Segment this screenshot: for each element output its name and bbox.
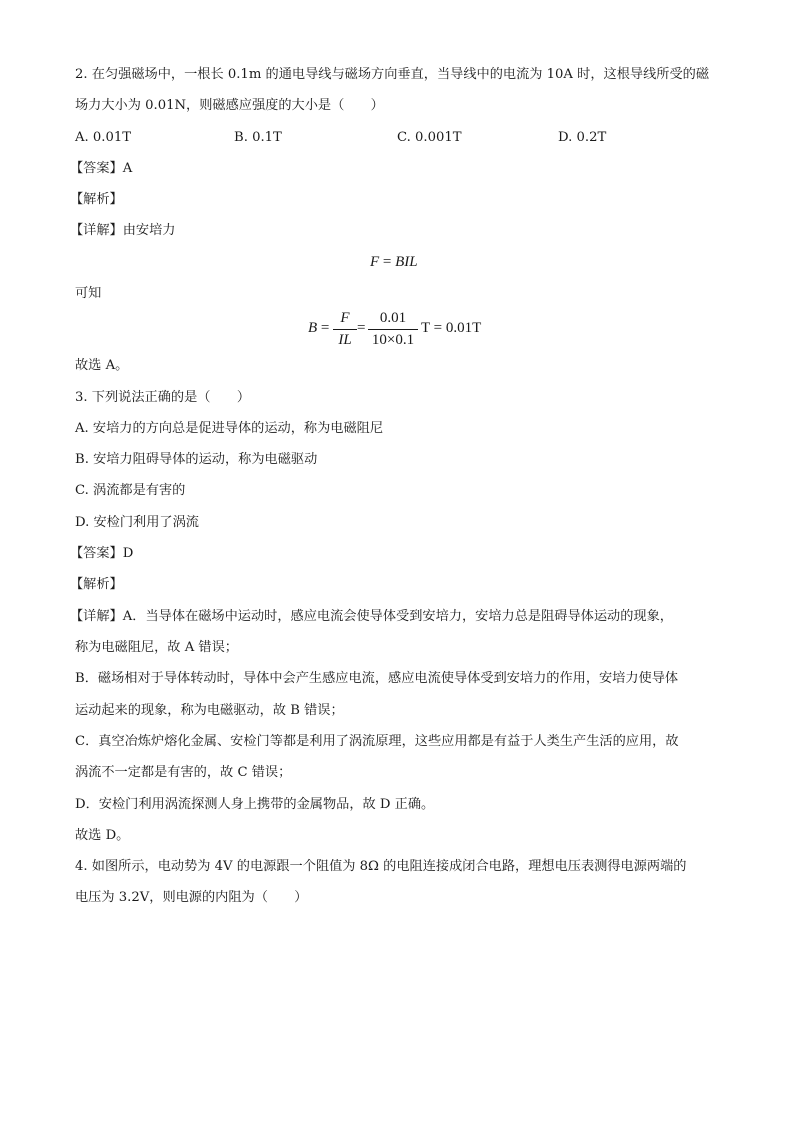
q2-kezhi: 可知 [75,286,102,301]
q3-analysis-label: 【解析】 [70,577,123,592]
q2-option-a: A. 0.01T [75,130,132,145]
fraction-f-over-il [333,310,357,349]
q3-detail-line-5: C．真空冶炼炉熔化金属、安检门等都是利用了涡流原理，这些应用都是有益于人类生产生活的应用，故 [75,734,679,749]
fraction-numerator-f: F [333,310,357,330]
q3-detail-line-7: D．安检门利用涡流探测人身上携带的金属物品，故 D 正确。 [75,797,435,812]
q3-option-a: A. 安培力的方向总是促进导体的运动，称为电磁阻尼 [75,421,384,436]
q4-stem-line-2: 电压为 3.2V，则电源的内阻为（ ） [75,890,308,905]
q3-conclusion: 故选 D。 [75,828,130,843]
q2-option-b: B. 0.1T [234,130,282,145]
fraction-denominator-il: IL [338,332,352,348]
q3-option-b: B. 安培力阻碍导体的运动，称为电磁驱动 [75,452,318,467]
q3-option-c: C. 涡流都是有害的 [75,483,186,498]
q3-detail-line-6: 涡流不一定都是有害的，故 C 错误； [75,765,292,780]
q3-option-d: D. 安检门利用了涡流 [75,515,199,530]
q2-answer: 【答案】A [70,161,133,176]
q2-option-d: D. 0.2T [558,130,607,145]
q2-stem-line-1: 2. 在匀强磁场中，一根长 0.1m 的通电导线与磁场方向垂直，当导线中的电流为 10A 时，这根导线所受的磁 [75,67,710,82]
q3-stem: 3. 下列说法正确的是（ ） [75,390,251,405]
formula-b-symbol: B [308,320,318,336]
q3-detail-line-3: B．磁场相对于导体转动时，导体中会产生感应电流，感应电流使导体受到安培力的作用，安培力使导体 [75,671,679,686]
formula-b-result: T = 0.01T [421,320,482,336]
q3-detail-line-1: 【详解】A．当导体在磁场中运动时，感应电流会使导体受到安培力，安培力总是阻碍导体运动的现象， [70,609,673,624]
q2-detail-intro: 【详解】由安培力 [70,223,176,238]
q2-conclusion: 故选 A。 [75,358,129,373]
q3-answer: 【答案】D [70,546,134,561]
q4-stem-line-1: 4. 如图所示，电动势为 4V 的电源跟一个阻值为 8Ω 的电阻连接成闭合电路，理想电压表测得电源两端的 [75,859,687,874]
formula-ampere-force [370,254,418,271]
formula-rhs: BIL [395,254,418,270]
formula-b-lhs [308,320,329,337]
formula-eq: = [379,254,396,270]
formula-b-eq1: = [317,320,330,336]
formula-b-eq2: = [357,320,366,336]
fraction-numerator-value: 0.01 [368,310,418,330]
q3-detail-line-2: 称为电磁阻尼，故 A 错误； [75,640,238,655]
fraction-numeric [368,310,418,349]
q3-detail-line-4: 运动起来的现象，称为电磁驱动，故 B 错误； [75,703,344,718]
q2-analysis-label: 【解析】 [70,192,123,207]
q2-stem-line-2: 场力大小为 0.01N，则磁感应强度的大小是（ ） [75,98,384,113]
fraction-denominator-value: 10×0.1 [371,332,415,348]
q2-option-c: C. 0.001T [397,130,462,145]
formula-lhs: F [370,254,380,270]
